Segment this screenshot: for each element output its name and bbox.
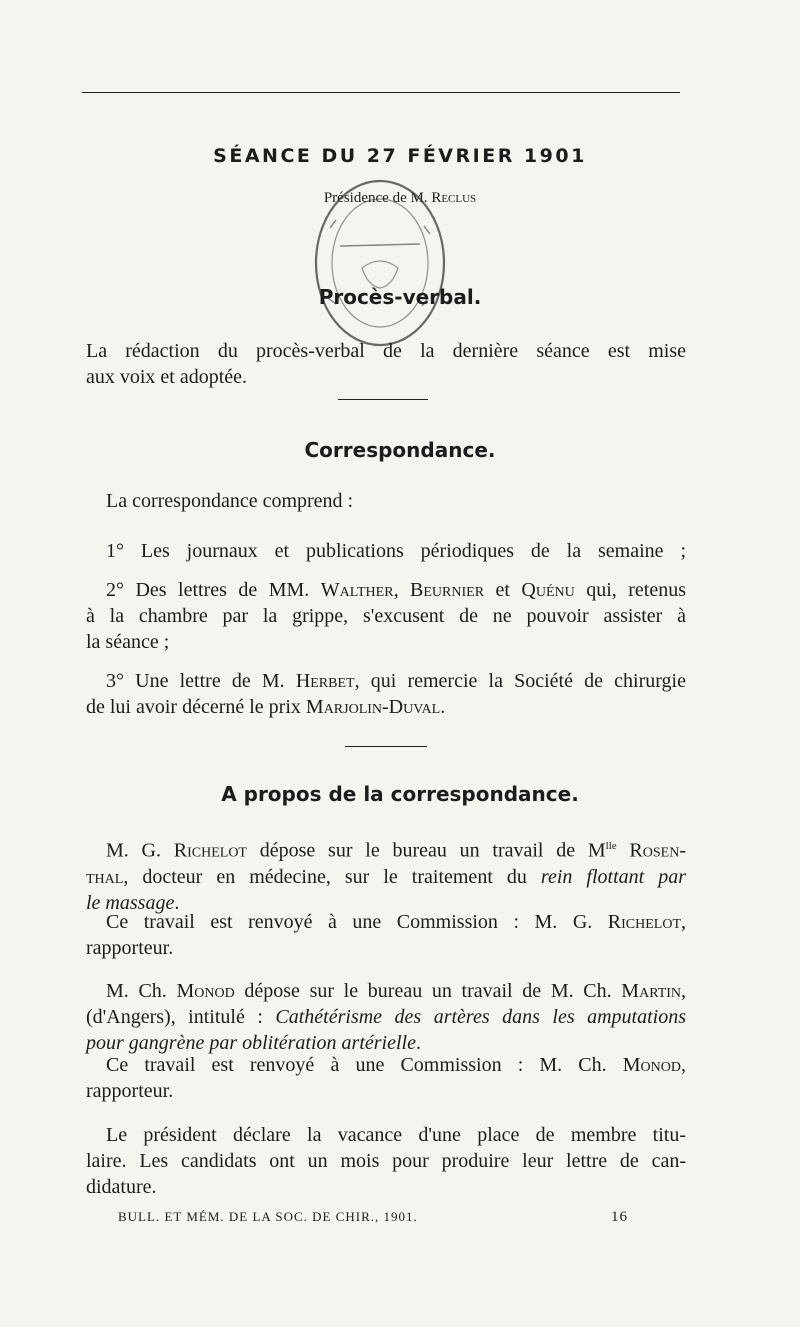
text-line [86,1004,686,1030]
proces-verbal-heading: Procès-verbal. [318,285,482,309]
correspondance-item-1 [106,538,686,564]
text-line: laire. Les candidats ont un mois pour produire leur lettre de can- [86,1150,686,1172]
text-line: la séance ; [86,631,170,653]
person-name: Quénu [521,579,575,601]
italic-title: rein flottant par [540,865,687,888]
text-segment: , [393,579,411,601]
text-line [86,1052,686,1078]
text-line: rapporteur. [86,1080,174,1102]
section-divider [345,746,427,747]
journal-citation: BULL. ET MÉM. DE LA SOC. DE CHIR., 1901. [118,1209,418,1224]
a-propos-heading: A propos de la correspondance. [221,782,579,806]
text-segment: . [415,1032,421,1054]
person-name: Martin [621,980,682,1002]
text-line [86,668,686,694]
person-name: Walther [320,579,394,601]
correspondance-item-2 [86,577,686,655]
text-line: La rédaction du procès-verbal de la dernière séance est mise [86,340,686,362]
text-segment: , qui remercie la Société de chirurgie [354,670,686,692]
text-segment: , [681,911,686,933]
correspondance-heading: Correspondance. [304,438,496,462]
person-name: Richelot [607,911,681,933]
text-line: aux voix et adoptée. [86,366,248,388]
person-name: Richelot [173,839,247,862]
text-line [86,909,686,935]
text-segment: dépose sur le bureau un travail de M [246,839,606,862]
text-segment: . [174,891,180,914]
text-line [86,577,686,603]
proces-verbal-text [86,338,686,390]
text-segment: , [681,1054,686,1076]
text-segment: Ce travail est renvoyé à une Commission : M. G. [106,911,608,933]
text-segment: de lui avoir décerné le prix [86,696,306,718]
person-name: Monod [622,1054,681,1076]
text-segment: dépose sur le bureau un travail de M. Ch. [234,980,622,1002]
prize-name: Marjolin-Duval [305,696,441,718]
top-rule [82,92,680,93]
text-line [86,694,686,720]
text-line [86,864,686,890]
text-line: rapporteur. [86,937,174,959]
person-name: Herbet [295,670,355,692]
a-propos-paragraph-3 [86,978,686,1056]
superscript: lle [605,840,617,852]
text-segment: Ce travail est renvoyé à une Commission : M. Ch. [106,1054,623,1076]
text-segment: (d'Angers), intitulé : [86,1006,276,1028]
text-segment: M. G. [106,839,174,862]
a-propos-paragraph-2 [86,909,686,961]
a-propos-paragraph-4 [86,1052,686,1104]
section-divider [338,399,428,400]
text-segment: . [440,696,446,718]
person-name: Beurnier [410,579,485,601]
session-title: SÉANCE DU 27 FÉVRIER 1901 [213,145,587,167]
text-line: 1° Les journaux et publications périodiques de la semaine ; [106,540,686,562]
text-line [86,978,686,1004]
text-segment: 3° Une lettre de M. [106,670,296,692]
page-number: 16 [611,1209,628,1225]
library-stamp-icon [300,168,460,358]
text-line: Le président déclare la vacance d'une place de membre titu- [106,1124,686,1146]
italic-title: Cathétérisme des artères dans les amputations [275,1006,687,1028]
text-segment: M. Ch. [106,980,177,1002]
text-segment: , docteur en médecine, sur le traitement du [123,865,541,888]
text-segment: et [484,579,522,601]
presidency-prefix: Présidence de M. [323,190,428,206]
person-name: Rosen- [616,839,686,862]
text-line: didature. [86,1176,157,1198]
text-line: à la chambre par la grippe, s'excusent de ne pouvoir assister à [86,605,686,627]
text-segment: , [681,980,687,1002]
text-line: La correspondance comprend : [106,490,354,512]
page-footer [118,1209,628,1225]
text-line [86,833,686,864]
correspondance-intro [106,488,686,514]
president-name: Reclus [431,190,477,206]
text-segment: 2° Des lettres de MM. [106,579,321,601]
a-propos-paragraph-1 [86,833,686,916]
person-name: thal [86,865,124,888]
italic-title: le massage [86,891,175,914]
italic-title: pour gangrène par oblitération artérielle [86,1032,416,1054]
correspondance-item-3 [86,668,686,720]
a-propos-paragraph-5 [86,1122,686,1200]
person-name: Monod [176,980,235,1002]
text-segment: qui, retenus [574,579,686,601]
